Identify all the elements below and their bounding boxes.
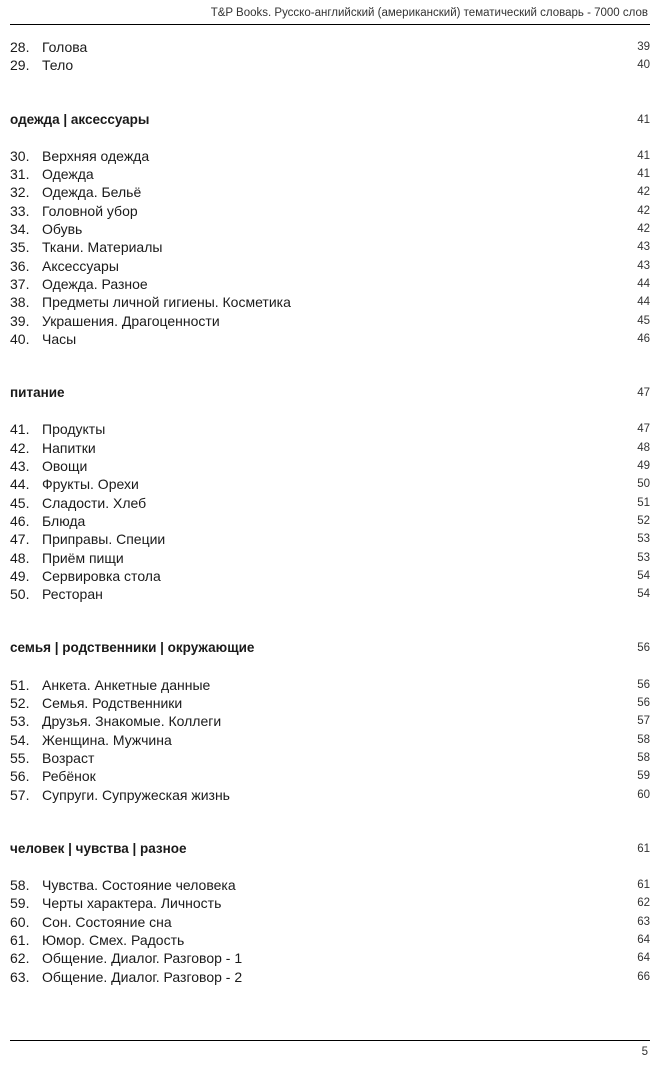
entry-number: 62.: [10, 950, 30, 967]
entry-page-number: 64: [637, 933, 650, 946]
entry-page-number: 43: [637, 259, 650, 272]
section-heading[interactable]: [10, 111, 650, 129]
entry-title: Часы: [42, 330, 77, 347]
entry-page-number: 60: [637, 788, 650, 801]
entry-title: Анкета. Анкетные данные: [42, 676, 211, 693]
entry-page-number: 42: [637, 204, 650, 217]
toc-entry[interactable]: [10, 549, 650, 567]
entry-title: Предметы личной гигиены. Косметика: [42, 294, 291, 311]
entry-number: 55.: [10, 749, 30, 766]
entry-page-number: 50: [637, 478, 650, 491]
entry-page-number: 48: [637, 441, 650, 454]
entry-page-number: 42: [637, 223, 650, 236]
toc-entry[interactable]: [10, 293, 650, 311]
entry-title: Одежда. Бельё: [42, 184, 142, 201]
section-gap: [10, 603, 650, 639]
section-page-number: 61: [637, 842, 650, 855]
toc-entry[interactable]: [10, 530, 650, 548]
toc-entry[interactable]: [10, 238, 650, 256]
entry-page-number: 64: [637, 952, 650, 965]
entry-page-number: 63: [637, 915, 650, 928]
toc-entry[interactable]: [10, 876, 650, 894]
section-spacer: [10, 858, 650, 876]
entry-page-number: 47: [637, 423, 650, 436]
toc-entry[interactable]: [10, 330, 650, 348]
entry-page-number: 56: [637, 678, 650, 691]
entry-number: 30.: [10, 147, 30, 164]
entry-title: Аксессуары: [42, 257, 119, 274]
entry-number: 37.: [10, 275, 30, 292]
entry-page-number: 45: [637, 314, 650, 327]
entry-number: 49.: [10, 567, 30, 584]
toc-entry[interactable]: [10, 968, 650, 986]
entry-title: Сон. Состояние сна: [42, 913, 172, 930]
section-spacer: [10, 129, 650, 147]
footer-rule: [10, 1040, 650, 1042]
entry-number: 29.: [10, 57, 30, 74]
entry-page-number: 41: [637, 168, 650, 181]
toc-entry[interactable]: [10, 312, 650, 330]
toc-entry[interactable]: [10, 786, 650, 804]
section-title: одежда | аксессуары: [10, 111, 150, 127]
toc-entry[interactable]: [10, 275, 650, 293]
toc-entry[interactable]: [10, 220, 650, 238]
section-gap: [10, 75, 650, 111]
entry-title: Продукты: [42, 421, 106, 438]
entry-title: Друзья. Знакомые. Коллеги: [42, 713, 222, 730]
section-page-number: 41: [637, 113, 650, 126]
entry-number: 39.: [10, 312, 30, 329]
section-heading[interactable]: [10, 384, 650, 402]
entry-number: 31.: [10, 166, 30, 183]
toc-entry[interactable]: [10, 420, 650, 438]
entry-title: Приём пищи: [42, 549, 124, 566]
entry-number: 44.: [10, 476, 30, 493]
entry-title: Обувь: [42, 221, 83, 238]
entry-number: 34.: [10, 221, 30, 238]
entry-page-number: 39: [637, 41, 650, 53]
toc-entry[interactable]: [10, 749, 650, 767]
entry-number: 32.: [10, 184, 30, 201]
section-spacer: [10, 402, 650, 420]
entry-number: 63.: [10, 968, 30, 985]
entry-number: 54.: [10, 731, 30, 748]
entry-title: Ресторан: [42, 586, 103, 603]
section-title: семья | родственники | окружающие: [10, 640, 255, 656]
entry-number: 52.: [10, 695, 30, 712]
entry-number: 51.: [10, 676, 30, 693]
entry-page-number: 66: [637, 970, 650, 983]
toc-entry[interactable]: [10, 949, 650, 967]
toc-entry[interactable]: [10, 913, 650, 931]
entry-page-number: 43: [637, 241, 650, 254]
entry-number: 50.: [10, 586, 30, 603]
entry-number: 46.: [10, 512, 30, 529]
toc-entry[interactable]: [10, 567, 650, 585]
toc-entry[interactable]: [10, 767, 650, 785]
entry-number: 59.: [10, 895, 30, 912]
entry-title: Ткани. Материалы: [42, 239, 163, 256]
entry-title: Тело: [42, 57, 74, 74]
section-page-number: 47: [637, 387, 650, 400]
entry-title: Украшения. Драгоценности: [42, 312, 220, 329]
entry-page-number: 59: [637, 770, 650, 783]
entry-number: 41.: [10, 421, 30, 438]
entry-page-number: 44: [637, 277, 650, 290]
entry-title: Голова: [42, 39, 88, 55]
entry-number: 42.: [10, 439, 30, 456]
section-gap: [10, 804, 650, 840]
entry-title: Женщина. Мужчина: [42, 731, 172, 748]
toc-entry[interactable]: [10, 676, 650, 694]
entry-page-number: 62: [637, 897, 650, 910]
toc-entry[interactable]: [10, 494, 650, 512]
entry-title: Юмор. Смех. Радость: [42, 931, 185, 948]
entry-number: 45.: [10, 494, 30, 511]
entry-title: Сладости. Хлеб: [42, 494, 147, 511]
entry-page-number: 57: [637, 715, 650, 728]
entry-number: 60.: [10, 913, 30, 930]
entry-page-number: 54: [637, 569, 650, 582]
entry-number: 47.: [10, 531, 30, 548]
entry-number: 58.: [10, 877, 30, 894]
entry-page-number: 41: [637, 149, 650, 162]
entry-page-number: 53: [637, 551, 650, 564]
entry-page-number: 61: [637, 879, 650, 892]
entry-title: Общение. Диалог. Разговор - 2: [42, 968, 243, 985]
entry-title: Чувства. Состояние человека: [42, 877, 236, 894]
entry-page-number: 46: [637, 332, 650, 345]
entry-title: Возраст: [42, 749, 95, 766]
entry-page-number: 42: [637, 186, 650, 199]
entry-number: 57.: [10, 786, 30, 803]
toc-entry[interactable]: [10, 512, 650, 530]
book-title: T&P Books. Русско-английский (американский) тематический словарь - 7000 слов: [210, 7, 648, 19]
entry-page-number: 49: [637, 460, 650, 473]
entry-title: Ребёнок: [42, 768, 96, 785]
entry-title: Супруги. Супружеская жизнь: [42, 786, 230, 803]
toc-entry[interactable]: [10, 183, 650, 201]
section-spacer: [10, 658, 650, 676]
entry-number: 61.: [10, 931, 30, 948]
entry-number: 40.: [10, 330, 30, 347]
entry-number: 33.: [10, 202, 30, 219]
entry-page-number: 53: [637, 533, 650, 546]
entry-title: Головной убор: [42, 202, 138, 219]
entry-title: Приправы. Специи: [42, 531, 166, 548]
entry-number: 28.: [10, 39, 30, 55]
page-number: 5: [641, 1046, 648, 1058]
entry-title: Одежда. Разное: [42, 275, 148, 292]
section-heading[interactable]: [10, 639, 650, 657]
toc-entry[interactable]: [10, 202, 650, 220]
entry-number: 36.: [10, 257, 30, 274]
entry-title: Верхняя одежда: [42, 147, 150, 164]
entry-number: 48.: [10, 549, 30, 566]
toc-entry[interactable]: [10, 694, 650, 712]
entry-number: 35.: [10, 239, 30, 256]
toc-entry[interactable]: [10, 56, 650, 74]
entry-number: 38.: [10, 294, 30, 311]
entry-title: Овощи: [42, 458, 88, 475]
toc-entry[interactable]: [10, 147, 650, 165]
toc-entry[interactable]: [10, 38, 650, 56]
toc-entry[interactable]: [10, 257, 650, 275]
entry-page-number: 44: [637, 296, 650, 309]
entry-page-number: 54: [637, 588, 650, 601]
toc-entry[interactable]: [10, 475, 650, 493]
section-title: питание: [10, 385, 65, 401]
entry-number: 56.: [10, 768, 30, 785]
section-title: человек | чувства | разное: [10, 840, 187, 856]
entry-page-number: 58: [637, 751, 650, 764]
section-heading[interactable]: [10, 840, 650, 858]
entry-page-number: 56: [637, 697, 650, 710]
toc-entry[interactable]: [10, 712, 650, 730]
toc-entry[interactable]: [10, 931, 650, 949]
entry-title: Блюда: [42, 512, 86, 529]
entry-title: Общение. Диалог. Разговор - 1: [42, 950, 243, 967]
entry-number: 43.: [10, 458, 30, 475]
section-page-number: 56: [637, 642, 650, 655]
toc-entry[interactable]: [10, 439, 650, 457]
entry-number: 53.: [10, 713, 30, 730]
entry-title: Фрукты. Орехи: [42, 476, 139, 493]
entry-title: Напитки: [42, 439, 96, 456]
section-gap: [10, 348, 650, 384]
entry-page-number: 52: [637, 514, 650, 527]
entry-title: Сервировка стола: [42, 567, 161, 584]
entry-page-number: 51: [637, 496, 650, 509]
toc-entry[interactable]: [10, 731, 650, 749]
entry-title: Одежда: [42, 166, 94, 183]
entry-title: Семья. Родственники: [42, 695, 183, 712]
toc-entry[interactable]: [10, 585, 650, 603]
toc-entry[interactable]: [10, 894, 650, 912]
toc-entry[interactable]: [10, 165, 650, 183]
entry-title: Черты характера. Личность: [42, 895, 222, 912]
toc-entry[interactable]: [10, 457, 650, 475]
entry-page-number: 58: [637, 733, 650, 746]
page-header: [10, 0, 650, 25]
table-of-contents: [10, 38, 650, 986]
entry-page-number: 40: [637, 59, 650, 72]
